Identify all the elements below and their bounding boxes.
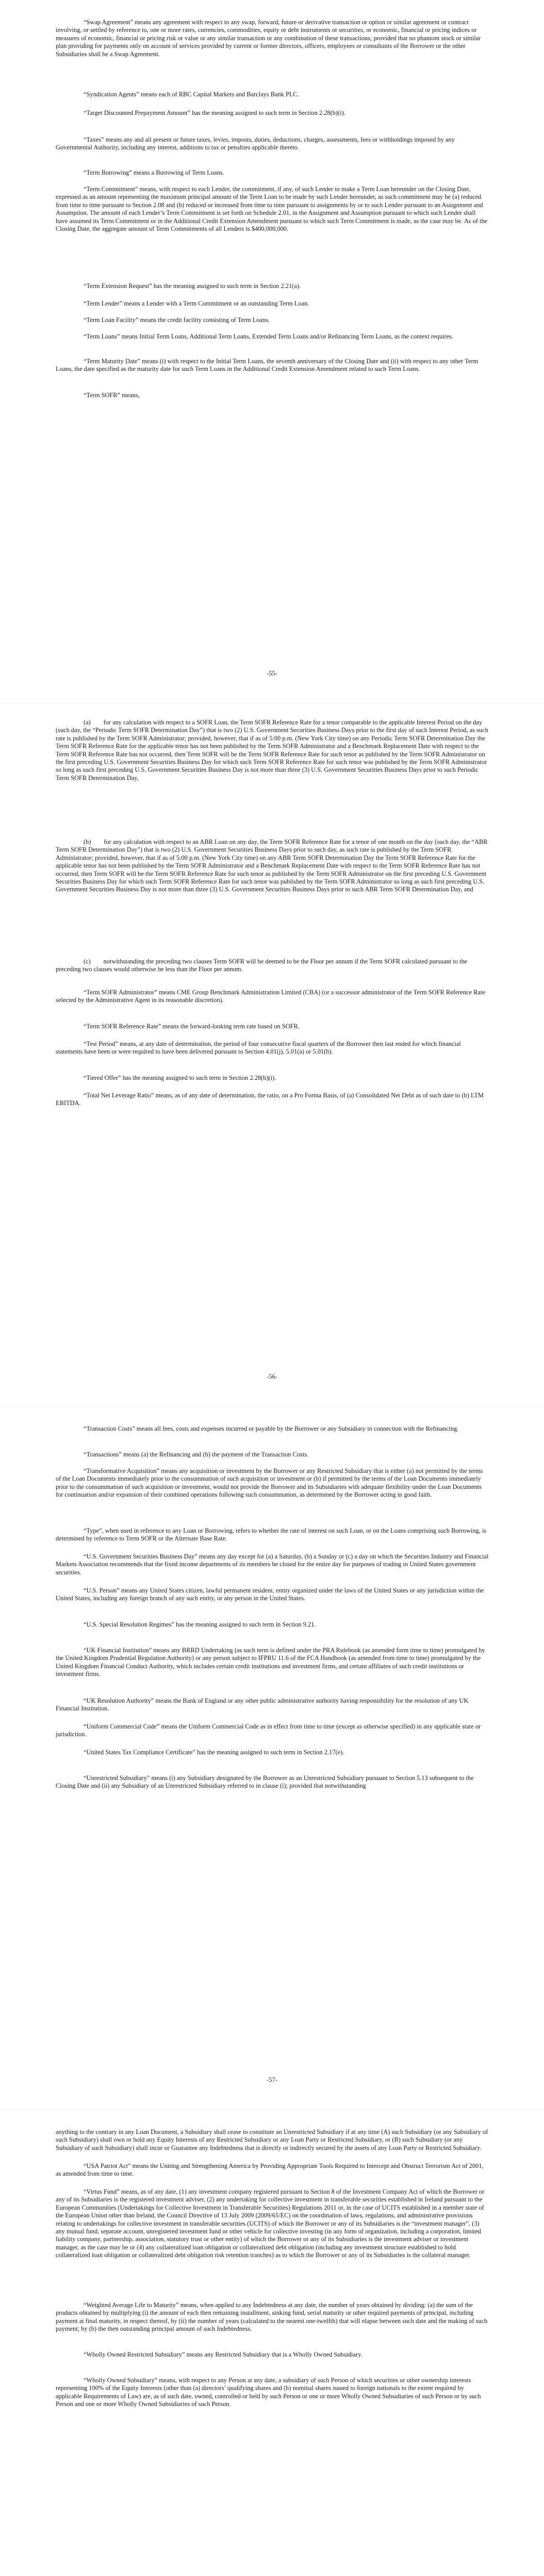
page-56: [0, 703, 544, 1406]
definition-term-lender: “Term Lender” means a Lender with a Term Commitment or an outstanding Term Loan.: [84, 300, 309, 307]
definition-swap-agreement: “Swap Agreement” means any agreement with respect to any swap, forward, future or derivative transaction or option or similar agreement or contract involving, or settled by reference to, one or more rates, currencies, commodities, equity or debt instruments or securities, or economic, financial or pricing indices or measures of economic, financial or pricing risk or value or any similar transaction or any combination of these transactions; provided that no phantom stock or similar plan providing for payments only on account of services provided by current or former directors, officers, employees or consultants of the Borrower or the other Subsidiaries shall be a Swap Agreement.: [56, 19, 481, 58]
definition-test-period: “Test Period” means, at any date of determination, the period of four consecutive fiscal quarters of the Borrower then last ended for which financial statements have been or were required to have been delivered pursuant to Section 4.01(j), 5.01(a) or 5.01(b).: [56, 1040, 461, 1056]
definition-weighted-average-life-to-maturity: “Weighted Average Life to Maturity” means, when applied to any Indebtedness at any date, the number of years obtained by dividing: (a) the sum of the products obtained by multiplying (i) the amount of each then remaining installment, sinking fund, serial maturity or other required payments of principal, including payment at final maturity, in respect thereof, by (ii) the number of years (calculated to the nearest one-twelfth) that will elapse between such date and the making of such payment; by (b) the then outstanding principal amount of such Indebtedness.: [56, 2301, 488, 2333]
definition-term-extension-request: “Term Extension Request” has the meaning assigned to such term in Section 2.21(a).: [84, 282, 301, 290]
definition-term-commitment: “Term Commitment” means, with respect to each Lender, the commitment, if any, of such Lender to make a Term Loan hereunder on the Closing Date, expressed as an amount representing the maximum principal amount of the Term Loan to be made by such Lender hereunder, as such commitment may be (a) reduced from time to time pursuant to Section 2.08 and (b) reduced or increased from time to time pursuant to assignments by or to such Lender pursuant to an Assignment and Assumption. The amount of each Lender’s Term Commitment is set forth on Schedule 2.01, in the Assignment and Assumption pursuant to which such Lender shall have assumed its Term Commitment or in the Additional Credit Extension Amendment pursuant to which such Term Commitment is made, as the case may be. As of the Closing Date, the aggregate amount of Term Commitments of all Lenders is $400,000,000.: [56, 185, 488, 233]
page-number: -55-: [267, 670, 277, 677]
page-55: [0, 0, 544, 703]
definition-term-borrowing: “Term Borrowing” means a Borrowing of Term Loans.: [84, 169, 224, 176]
definition-unrestricted-subsidiary: “Unrestricted Subsidiary” means (i) any Subsidiary designated by the Borrower as an Unrestricted Subsidiary pursuant to Section 5.13 subsequent to the Closing Date and (ii) any Subsidiary of an Unrestricted Subsidiary referred to in clause (i); provided that notwithstanding: [56, 1774, 474, 1790]
definition-term-sofr-reference-rate: “Term SOFR Reference Rate” means the forward-looking term rate based on SOFR.: [84, 1023, 300, 1030]
definition-transaction-costs: “Transaction Costs” means all fees, costs and expenses incurred or payable by the Borrower or any Subsidiary in connection with the Refinancing.: [84, 1425, 459, 1432]
definition-uk-resolution-authority: “UK Resolution Authority” means the Bank of England or any other public administrative authority having responsibility for the resolution of any UK Financial Institution.: [56, 1697, 469, 1713]
page-number: -56-: [267, 1373, 277, 1380]
definition-transactions: “Transactions” means (a) the Refinancing and (b) the payment of the Transaction Costs.: [84, 1451, 309, 1458]
definition-term-loans: “Term Loans” means Initial Term Loans, Additional Term Loans, Extended Term Loans and/or Refinancing Term Loans, as the context requires.: [84, 333, 453, 340]
definition-taxes: “Taxes” means any and all present or future taxes, levies, imposts, duties, deductions, charges, assessments, fees or withholdings imposed by any Governmental Authority, including any interest, additions to tax or penalties applicable thereto.: [56, 136, 455, 151]
definition-type: “Type”, when used in reference to any Loan or Borrowing, refers to whether the rate of interest on such Loan, or on the Loans comprising such Borrowing, is determined by reference to Term SOFR or the Alternate Base Rate.: [56, 1527, 487, 1543]
definition-usa-patriot-act: “USA Patriot Act” means the Uniting and Strengthening America by Providing Appropriate Tools Required to Intercept and Obstruct Terrorism Act of 2001, as amended from time to time.: [56, 2162, 484, 2178]
term-sofr-clause-c: (c) notwithstanding the preceding two clauses Term SOFR will be deemed to be the Floor per annum if the Term SOFR calculated pursuant to the preceding two clauses would otherwise be less than the Floor per annum.: [56, 958, 468, 973]
definition-syndication-agents: “Syndication Agents” means each of RBC Capital Markets and Barclays Bank PLC.: [84, 91, 299, 98]
term-sofr-clause-a: (a) for any calculation with respect to a SOFR Loan, the Term SOFR Reference Rate for a tenor comparable to the applicable Interest Period on the day (such day, the “Periodic Term SOFR Determination Day”) that is two (2) U.S. Government Securities Business Days prior to the first day of such Interest Period, as such rate is published by the Term SOFR Administrator; provided, however, that if as of 5:00 p.m. (New York City time) on any Periodic Term SOFR Determination Day the Term SOFR Reference Rate for the applicable tenor has not been published by the Term SOFR Administrator and a Benchmark Replacement Date with respect to the Term SOFR Reference Rate has not occurred, then Term SOFR will be the Term SOFR Reference Rate for such tenor as published by the Term SOFR Administrator on the first preceding U.S. Government Securities Business Day for which such Term SOFR Reference Rate for such tenor was published by the Term SOFR Administrator so long as such first preceding U.S. Government Securities Business Day is not more than three (3) U.S. Government Securities Business Days prior to such Periodic Term SOFR Determination Day,: [56, 719, 488, 782]
definition-united-states-tax-compliance-certificate: “United States Tax Compliance Certificate” has the meaning assigned to such term in Section 2.17(e).: [84, 1749, 344, 1756]
definition-target-discounted-prepayment-amount: “Target Discounted Prepayment Amount” has the meaning assigned to such term in Section 2.28(b)(i).: [84, 109, 345, 116]
definition-wholly-owned-subsidiary: “Wholly Owned Subsidiary” means, with respect to any Person at any date, a subsidiary of such Person of which securities or other ownership interests representing 100% of the Equity Interests (other than (a) directors’ qualifying shares and (b) nominal shares issued to foreign nationals to the extent required by applicable Requirements of Law) are, as of such date, owned, controlled or held by such Person or one or more Wholly Owned Subsidiaries of such Person or by such Person and one or more Wholly Owned Subsidiaries of such Person.: [56, 2377, 481, 2408]
definition-uk-financial-institution: “UK Financial Institution” means any BRRD Undertaking (as such term is defined under the PRA Rulebook (as amended form time to time) promulgated by the United Kingdom Prudential Regulation Authority) or any person subject to IFPRU 11.6 of the FCA Handbook (as amended from time to time) promulgated by the United Kingdom Financial Conduct Authority, which includes certain credit institutions and investment firms, and certain affiliates of such credit institutions or investment firms.: [56, 1647, 485, 1678]
definition-virtus-fund: “Virtus Fund” means, as of any date, (1) any investment company registered pursuant to Section 8 of the Investment Company Act of which the Borrower or any of its Subsidiaries is the registered investment adviser, (2) any undertaking for collective investment in transferable securities established in Ireland pursuant to the European Communities (Undertakings for Collective Investment in Transferable Securities) Regulations 2011 or, in the case of UCITS established in a member state of the European Union other than Ireland, the Council Directive of 13 July 2009 (2009/65/EC) on the coordination of laws, regulations, and administrative provisions relating to undertakings for collective investment in transferable securities (UCITS) of which the Borrower or any of its Subsidiaries is the “investment manager”, (3) any mutual fund, separate account, unregistered investment fund or other vehicle for collective investing (in any form of organization, including a corporation, limited liability company, partnership, association, statutory trust or other entity) of which the Borrower or any of its Subsidiaries is the investment adviser or investment manager, as the case may be or (4) any collateralized loan obligation or collateralized debt obligation (including any investment structure established to hold collateralized loan obligation or collateralized debt obligation risk retention tranches) as to which the Borrower or any of its Subsidiaries is the collateral manager.: [56, 2188, 485, 2259]
definition-us-person: “U.S. Person” means any United States citizen, lawful permanent resident, entity organized under the laws of the United States or any jurisdiction within the United States, including any foreign branch of any such entity, or any person in the United States.: [56, 1587, 484, 1602]
definition-wholly-owned-restricted-subsidiary: “Wholly Owned Restricted Subsidiary” means any Restricted Subsidiary that is a Wholly Owned Subsidiary.: [84, 2351, 362, 2358]
definition-us-government-securities-business-day: “U.S. Government Securities Business Day” means any day except for (a) a Saturday, (b) a Sunday or (c) a day on which the Securities Industry and Financial Markets Association recommends that the fixed income departments of its members be closed for the entire day for purposes of trading in United States government securities.: [56, 1553, 489, 1576]
definition-total-net-leverage-ratio: “Total Net Leverage Ratio” means, as of any date of determination, the ratio, on a Pro Forma Basis, of (a) Consolidated Net Debt as of such date to (b) LTM EBITDA.: [56, 1092, 484, 1107]
definition-term-sofr: “Term SOFR” means,: [84, 392, 140, 399]
definition-term-maturity-date: “Term Maturity Date” means (i) with respect to the Initial Term Loans, the seventh anniversary of the Closing Date and (ii) with respect to any other Term Loans, the date specified as the maturity date for such Term Loans in the Additional Credit Extension Amendment related to such Term Loans.: [56, 358, 479, 373]
definition-us-special-resolution-regimes: “U.S. Special Resolution Regimes” has the meaning assigned to such term in Section 9.21.: [84, 1621, 316, 1628]
definition-tiered-offer: “Tiered Offer” has the meaning assigned to such term in Section 2.28(b)(i).: [84, 1074, 276, 1081]
term-sofr-clause-b: (b) for any calculation with respect to an ABR Loan on any day, the Term SOFR Reference Rate for a tenor of one month on the day (such day, the “ABR Term SOFR Determination Day”) that is two (2) U.S. Government Securities Business Days prior to such day, as such rate is published by the Term SOFR Administrator; provided, however, that if as of 5:00 p.m. (New York City time) on any ABR Term SOFR Determination Day the Term SOFR Reference Rate for the applicable tenor has not been published by the Term SOFR Administrator and a Benchmark Replacement Date with respect to the Term SOFR Reference Rate has not occurred, then Term SOFR will be the Term SOFR Reference Rate for such tenor as published by the Term SOFR Administrator on the first preceding U.S. Government Securities Business Day for which such Term SOFR Reference Rate for such tenor was published by the Term SOFR Administrator so long as such first preceding U.S. Government Securities Business Day is not more than three (3) U.S. Government Securities Business Days prior to such ABR Term SOFR Determination Day, and: [56, 838, 488, 893]
definition-term-loan-facility: “Term Loan Facility” means the credit facility consisting of Term Loans.: [84, 316, 270, 324]
unrestricted-subsidiary-continuation: anything to the contrary in any Loan Document, a Subsidiary shall cease to constitute an Unrestricted Subsidiary if at any time (A) such Subsidiary (or any Subsidiary of such Subsidiary) shall own or hold any Equity Interests of any Restricted Subsidiary or any Loan Party or Restricted Subsidiary, or (B) such Subsidiary (or any Subsidiary of such Subsidiary) shall incur or Guarantee any Indebtedness that is directly or indirectly secured by the assets of any Loan Party or Restricted Subsidiary.: [56, 2128, 488, 2151]
definition-uniform-commercial-code: “Uniform Commercial Code” means the Uniform Commercial Code as in effect from time to time (except as otherwise specified) in any applicable state or jurisdiction.: [56, 1723, 481, 1738]
page-57: [0, 1406, 544, 2110]
definition-transformative-acquisition: “Transformative Acquisition” means any acquisition or investment by the Borrower or any Restricted Subsidiary that is either (a) not permitted by the terms of the Loan Documents immediately prior to the consummation of such acquisition or investment or (b) if permitted by the terms of the Loan Documents immediately prior to the consummation of such acquisition or investment, would not provide the Borrower and its Subsidiaries with adequate flexibility under the Loan Documents for continuation and/or expansion of their combined operations following such consummation, as determined by the Borrower acting in good faith.: [56, 1467, 483, 1499]
page-number: -57-: [267, 2076, 277, 2083]
page-58: [0, 2110, 544, 2576]
definition-term-sofr-administrator: “Term SOFR Administrator” means CME Group Benchmark Administration Limited (CBA) (or a successor administrator of the Term SOFR Reference Rate selected by the Administrative Agent in its reasonable discretion).: [56, 989, 485, 1004]
